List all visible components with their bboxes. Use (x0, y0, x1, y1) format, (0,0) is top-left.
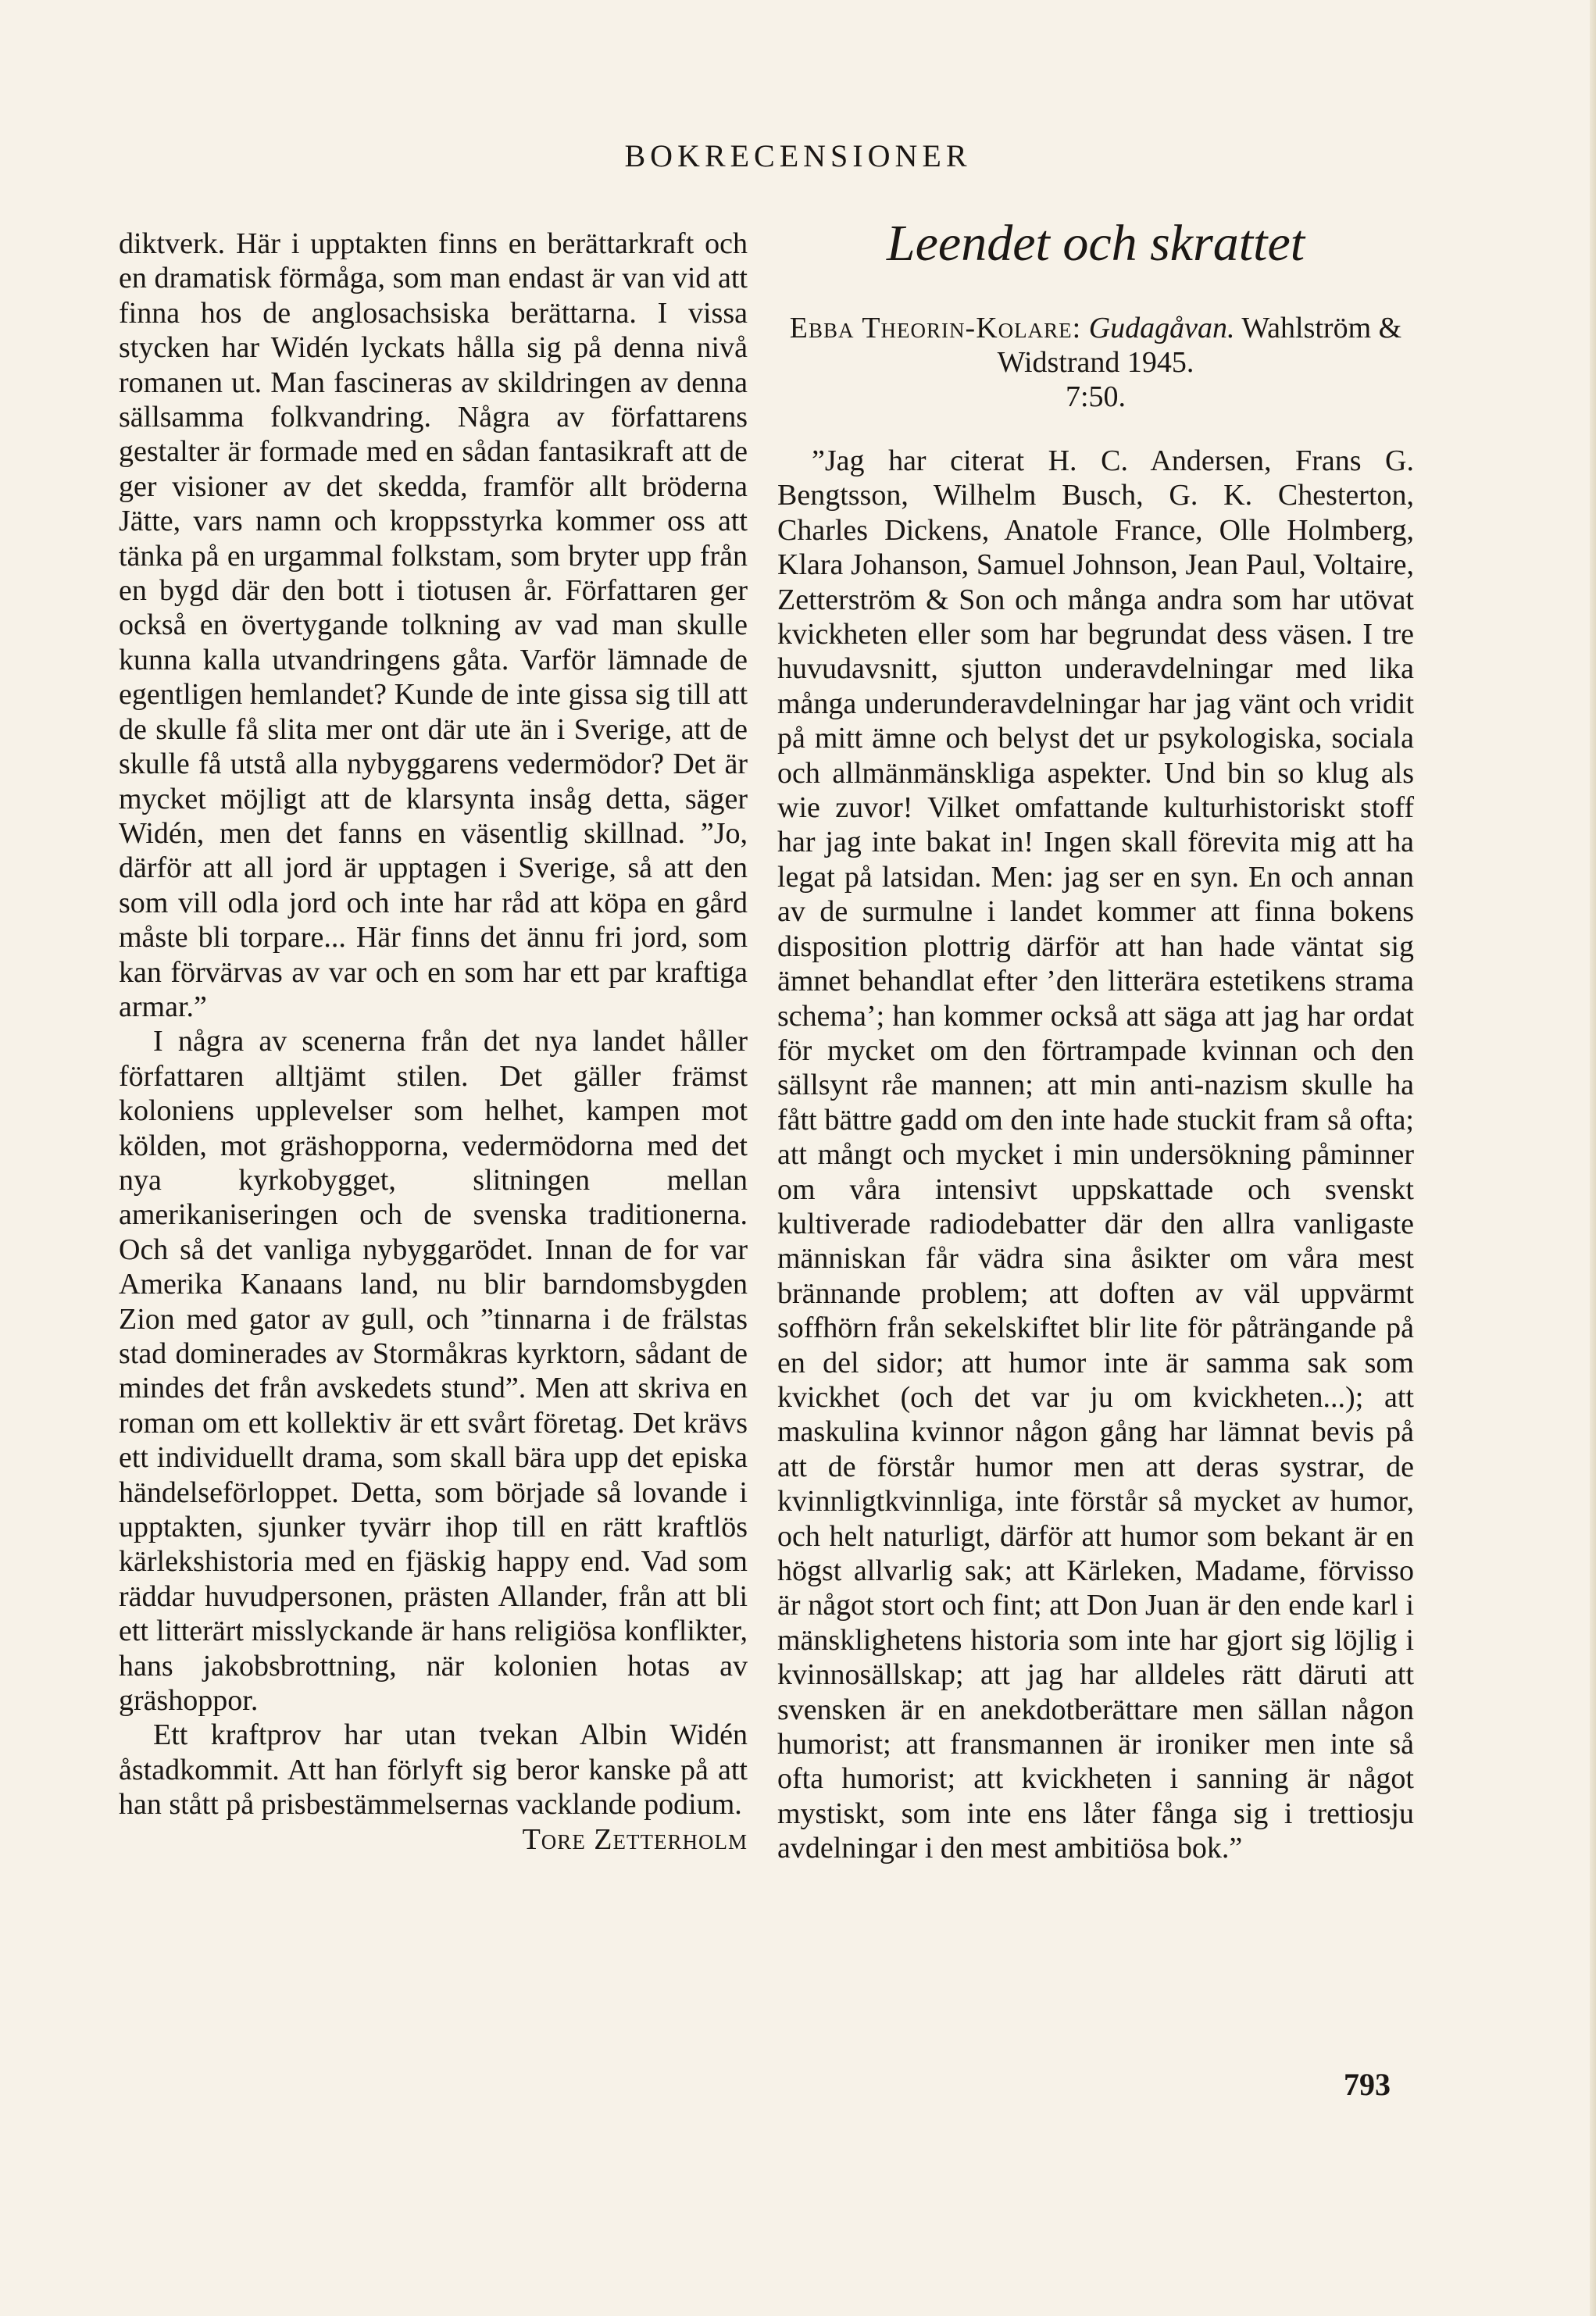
page-edge-shadow (1590, 0, 1596, 2316)
bibliographic-entry (777, 311, 1414, 414)
publisher: Wahlström & Widstrand 1945. (997, 312, 1402, 379)
reviewer-signature: Tore Zetterholm (522, 1822, 748, 1856)
book-title: Gudagåvan. (1088, 312, 1235, 344)
running-head: BOKRECENSIONER (624, 138, 972, 173)
right-column (777, 212, 1414, 1866)
paragraph: diktverk. Här i upptakten finns en berättarkraft och en dramatisk förmåga, som man endast är van vid att finna hos de anglosachsiska berättarna. I vissa stycken har Widén lyckats hålla sig på denna nivå romanen ut. Man fascineras av skildringen av denna sällsamma folkvandring. Några av författarens gestalter är formade med en sådan fantasikraft att de ger visioner av det skedda, framför allt bröderna Jätte, vars namn och kroppsstyrka kommer oss att tänka på en urgammal folkstam, som bryter upp från en bygd där den bott i tiotusen år. Författaren ger också en övertygande tolkning av vad man skulle kunna kalla utvandringens gåta. Varför lämnade de egentligen hemlandet? Kunde de inte gissa sig till att de skulle få slita mer ont där ute än i Sverige, att de skulle få utstå alla nybyggarens vedermödor? Det är mycket möjligt att de klarsynta insåg detta, säger Widén, men det fanns en väsentlig skillnad. ”Jo, därför att all jord är upptagen i Sverige, så att den som vill odla jord och inte har råd att köpa en gård måste bli torpare... Här finns det ännu fri jord, som kan förvärvas av var och en som har ett par kraftiga armar.” (119, 227, 748, 1023)
price: 7:50. (1065, 380, 1126, 413)
book-author: Ebba Theorin-Kolare: (789, 312, 1082, 344)
closing-text: Ett kraftprov har utan tvekan Albin Widén åstadkommit. Att han förlyft sig beror kanske på att han stått på prisbestämmelsernas vacklande podium. (119, 1718, 748, 1822)
closing-paragraph (119, 1718, 748, 1822)
page-number: 793 (1344, 2067, 1391, 2102)
review-title: Leendet och skrattet (886, 215, 1305, 272)
paragraph: I några av scenerna från det nya landet håller författaren alltjämt stilen. Det gäller främst koloniens upplevelser som helhet, kampen mot kölden, mot gräshopporna, vedermödorna med det nya kyrkobygget, slitningen mellan amerikaniseringen och de svenska traditionerna. Och så det vanliga nybyggarödet. Innan de for var Amerika Kanaans land, nu blir barndomsbygden Zion med gator av gull, och ”tinnarna i de frälstas stad dominerades av Stormåkras kyrktorn, sådant de mindes det från avskedets stund”. Men att skriva en roman om ett kollektiv är ett svårt företag. Det krävs ett individuellt drama, som skall bära upp det episka händelseförloppet. Detta, som började så lovande i upptakten, sjunker tyvärr ihop till en rätt kraftlös kärlekshistoria med en fjäskig happy end. Vad som räddar huvudpersonen, prästen Allander, från att bli ett litterärt misslyckande är hans religiösa konflikter, hans jakobsbrottning, när kolonien hotas av gräshoppor. (119, 1025, 748, 1718)
left-column (119, 227, 748, 1857)
signature-row (119, 1822, 748, 1857)
review-quote: ”Jag har citerat H. C. Andersen, Frans G. Bengtsson, Wilhelm Busch, G. K. Chesterton, Charles Dickens, Anatole France, Olle Holmberg, Klara Johanson, Samuel Johnson, Jean Paul, Voltaire, Zetterström & Son och många andra som har utövat kvickheten eller som har begrundat dess väsen. I tre huvudavsnitt, sjutton underavdelningar med lika många underunderavdelningar har jag vänt och vridit på mitt ämne och belyst det ur psykologiska, sociala och allmänmänskliga aspekter. Und bin so klug als wie zuvor! Vilket omfattande kulturhistoriskt stoff har jag inte bakat in! Ingen skall förevita mig att ha legat på latsidan. Men: jag ser en syn. En och annan av de surmulne i landet kommer att finna bokens disposition plottrig därför att han hade väntat sig ämnet behandlat efter ’den litterära estetikens strama schema’; han kommer också att säga att jag har ordat för mycket om den förtrampade kvinnan och den sällsynt råe mannen; att min anti-nazism skulle ha fått bättre gadd om den inte hade stuckit fram så ofta; att mångt och mycket i min undersökning påminner om våra intensivt uppskattade och svenskt kultiverade radiodebatter där den allra vanligaste människan får vädra sina åsikter om våra mest brännande problem; att doften av väl uppvärmt soffhörn från sekelskiftet blir lite för påträngande på en del sidor; att humor inte är samma sak som kvickhet (och det var ju om kvickheten...); att maskulina kvinnor någon gång har lämnat bevis på att de förstår humor men att deras systrar, de kvinnligtkvinnliga, inte förstår så mycket av humor, och helt naturligt, därför att humor som bekant är en högst allvarlig sak; att Kärleken, Madame, förvisso är något stort och fint; att Don Juan är den ende karl i mänsklighetens historia som inte har gjort sig löjlig i kvinnosällskap; att jag har alldeles rätt däruti att svensken är en anekdotberättare men sällan någon humorist; att fransmannen är ironiker men inte så ofta humorist; att kvickheten i sanning är något mystiskt, som inte ens låter fånga sig i trettiosju avdelningar i den mest ambitiösa bok.” (777, 444, 1414, 1865)
